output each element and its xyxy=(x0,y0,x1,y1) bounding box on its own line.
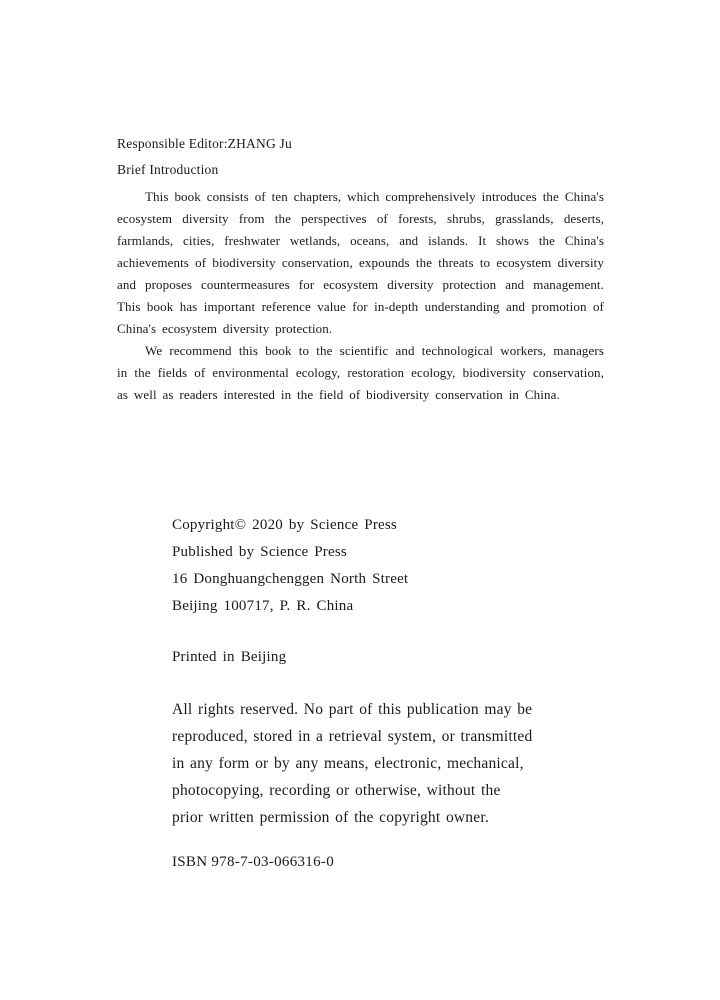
intro-block xyxy=(117,133,604,406)
rights-line-4: photocopying, recording or otherwise, without the xyxy=(172,782,501,799)
rights-block xyxy=(172,696,532,831)
publisher-city-line: Beijing 100717, P. R. China xyxy=(172,598,354,614)
isbn-line: ISBN 978-7-03-066316-0 xyxy=(172,854,335,870)
rights-line-2: reproduced, stored in a retrieval system, or transmitted xyxy=(172,728,533,745)
rights-line-3: in any form or by any means, electronic, mechanical, xyxy=(172,755,524,772)
published-by-line: Published by Science Press xyxy=(172,544,347,560)
responsible-editor-line: Responsible Editor:ZHANG Ju xyxy=(117,136,292,151)
copyright-line: Copyright© 2020 by Science Press xyxy=(172,517,397,533)
publisher-block xyxy=(172,512,408,620)
rights-line-5: prior written permission of the copyright owner. xyxy=(172,809,489,826)
rights-line-1: All rights reserved. No part of this publication may be xyxy=(172,701,533,718)
publisher-address-line: 16 Donghuangchenggen North Street xyxy=(172,571,409,587)
intro-paragraph-1: This book consists of ten chapters, which comprehensively introduces the China's ecosystem diversity from the perspectives of forests, shrubs, grasslands, deserts, farmlands, cities, freshwater wetlands, oceans, and islands. It shows the China's achievements of biodiversity conservation, expounds the threats to ecosystem diversity and proposes countermeasures for ecosystem diversity protection and management. This book has important reference value for in-depth understanding and promotion of China's ecosystem diversity protection. xyxy=(117,189,604,336)
brief-introduction-heading: Brief Introduction xyxy=(117,162,219,177)
printed-in-line: Printed in Beijing xyxy=(172,649,287,665)
intro-paragraph-2: We recommend this book to the scientific and technological workers, managers in the fields of environmental ecology, restoration ecology, biodiversity conservation, as well as readers interested in the field of biodiversity conservation in China. xyxy=(117,343,604,402)
